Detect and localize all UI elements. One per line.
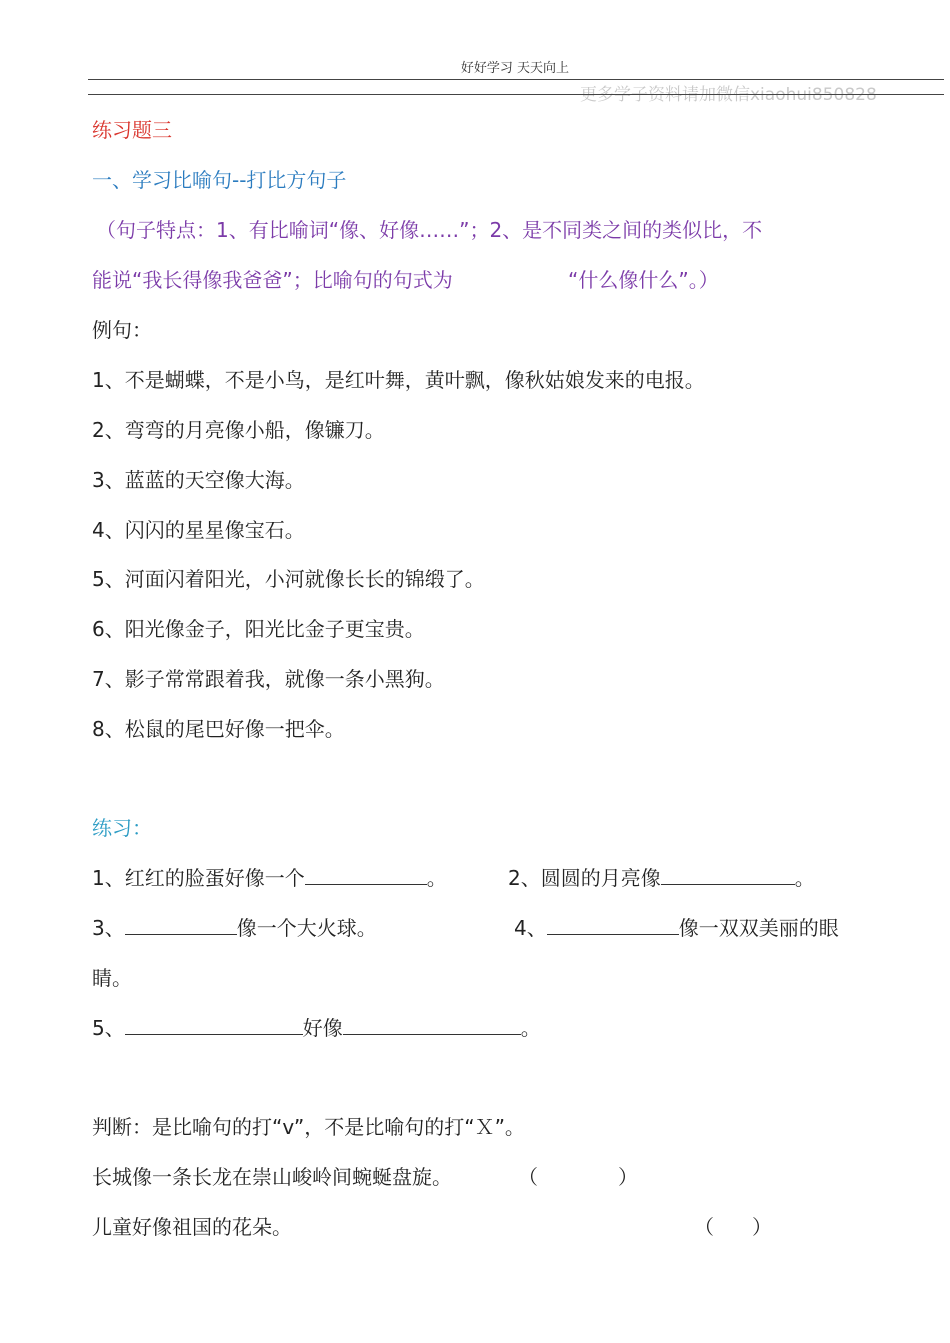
- judge-paren-open-2: （: [694, 1215, 714, 1239]
- practice-q5: [92, 1015, 541, 1041]
- q5-suffix: 。: [520, 1016, 541, 1040]
- example-item: 3、蓝蓝的天空像大海。: [92, 468, 305, 492]
- judge-instruction: 判断：是比喻句的打“v”，不是比喻句的打“Ｘ”。: [92, 1115, 525, 1139]
- q5-prefix: 5、: [92, 1016, 125, 1040]
- q1-suffix: 。: [426, 866, 447, 890]
- watermark: 更多学子资料请加微信xiaohui850828: [580, 85, 877, 105]
- q3-blank[interactable]: [125, 916, 237, 935]
- practice-q2: [508, 865, 815, 891]
- q2-prefix: 2、圆圆的月亮像: [508, 866, 661, 890]
- example-item: 7、影子常常跟着我，就像一条小黑狗。: [92, 667, 445, 691]
- judge-paren-close-2: ）: [752, 1215, 772, 1239]
- practice-q3: [92, 915, 377, 941]
- q1-blank[interactable]: [305, 866, 427, 885]
- q5-mid: 好像: [302, 1016, 343, 1040]
- example-item: 2、弯弯的月亮像小船，像镰刀。: [92, 418, 385, 442]
- header-rule-bottom: [88, 94, 944, 95]
- example-item: 5、河面闪着阳光，小河就像长长的锦缎了。: [92, 567, 485, 591]
- example-item: 8、松鼠的尾巴好像一把伞。: [92, 717, 345, 741]
- header-title: 好好学习 天天向上: [460, 61, 570, 76]
- q3-suffix: 像一个大火球。: [236, 916, 377, 940]
- section-title: 练习题三: [92, 118, 172, 142]
- judge-item-2: 儿童好像祖国的花朵。: [92, 1215, 292, 1239]
- judge-paren-close-1: ）: [618, 1165, 638, 1189]
- q2-suffix: 。: [794, 866, 815, 890]
- judge-item-1: 长城像一条长龙在崇山峻岭间蜿蜒盘旋。: [92, 1165, 452, 1189]
- note-line-1: （句子特点：1、有比喻词“像、好像……”；2、是不同类之间的类似比，不: [96, 218, 763, 242]
- note-line-2b: “什么像什么”。）: [568, 268, 719, 292]
- q5-blank-2[interactable]: [343, 1016, 521, 1035]
- q4-suffix: 像一双双美丽的眼: [678, 916, 839, 940]
- practice-q4-continuation: 睛。: [92, 966, 132, 990]
- q4-prefix: 4、: [514, 916, 547, 940]
- practice-q1: [92, 865, 447, 891]
- q4-blank[interactable]: [547, 916, 679, 935]
- q1-prefix: 1、红红的脸蛋好像一个: [92, 866, 305, 890]
- q5-blank-1[interactable]: [125, 1016, 303, 1035]
- judge-paren-open-1: （: [518, 1165, 538, 1189]
- practice-label: 练习：: [92, 816, 152, 840]
- q3-prefix: 3、: [92, 916, 125, 940]
- note-line-2a: 能说“我长得像我爸爸”；比喻句的句式为: [92, 268, 453, 292]
- example-item: 1、不是蝴蝶，不是小鸟，是红叶舞，黄叶飘，像秋姑娘发来的电报。: [92, 368, 705, 392]
- part-one-heading: 一、学习比喻句--打比方句子: [92, 168, 347, 192]
- example-item: 4、闪闪的星星像宝石。: [92, 518, 305, 542]
- example-item: 6、阳光像金子，阳光比金子更宝贵。: [92, 617, 425, 641]
- q2-blank[interactable]: [661, 866, 795, 885]
- examples-label: 例句：: [92, 318, 152, 342]
- practice-q4: [514, 915, 839, 941]
